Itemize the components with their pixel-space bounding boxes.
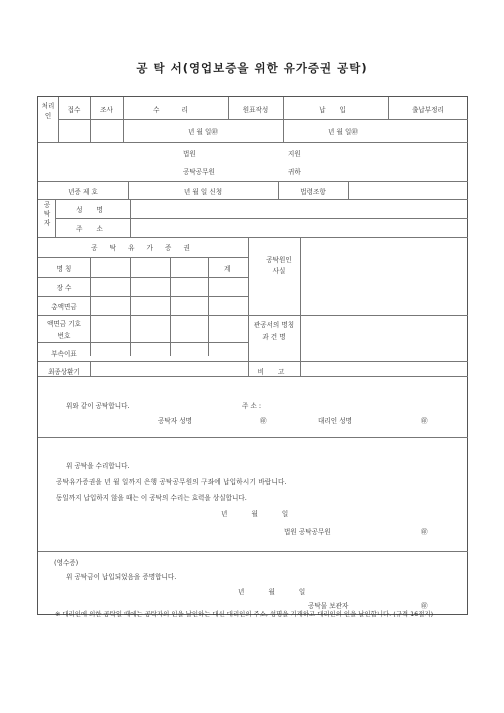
- divider: [55, 218, 468, 219]
- divider: [38, 551, 468, 552]
- row-coupon: 부속이표: [51, 350, 77, 358]
- government-office: 관공서의 명칭과 건 명: [253, 321, 295, 341]
- receipt-seal: ㊞: [421, 602, 428, 610]
- divider: [300, 237, 301, 376]
- acceptance-seal: ㊞: [421, 528, 428, 536]
- receipt-date: 년 월 일: [238, 588, 306, 596]
- recipient-label: 귀하: [288, 168, 301, 176]
- divider: [38, 296, 248, 297]
- row-face-number: 액면금 기호번호: [47, 320, 81, 340]
- divider: [58, 119, 468, 120]
- declaration-seal: ㊞: [260, 417, 267, 425]
- divider: [38, 315, 468, 316]
- receipt-text: 위 공탁금이 납입되었음을 증명합니다.: [66, 573, 177, 581]
- receipt-label: (영수증): [54, 559, 79, 567]
- acceptance-date: 년 월 일: [221, 510, 289, 518]
- header-ledger: 출납부정리: [412, 106, 444, 114]
- date-seal-payment: 년 월 일㊞: [328, 128, 358, 136]
- branch-label: 지원: [288, 150, 301, 158]
- header-payment: 납 입: [319, 106, 352, 114]
- declaration-agent: 대리인 성명: [318, 417, 352, 425]
- divider: [90, 361, 91, 376]
- header-accept: 수 리: [153, 106, 198, 114]
- depositor-label: 공탁자: [43, 201, 51, 227]
- name-label: 성 명: [76, 206, 109, 214]
- footnote: ※ 대리인에 의한 공탁일 때에는 공탁자의 인을 날인하는 대신 대리인의 주소, 성명을 기재하고 대리인의 인을 날인합니다. (규격 16절지): [55, 610, 434, 618]
- officer-label: 공탁공무원: [183, 168, 215, 176]
- law-article: 법령조항: [300, 188, 326, 196]
- address-label: 주 소: [76, 225, 109, 233]
- form-title: 공 탁 서(영업보증을 위한 유가증권 공탁): [136, 61, 368, 75]
- declaration-agent-seal: ㊞: [421, 417, 428, 425]
- header-original: 원표작성: [242, 106, 269, 114]
- declaration-address: 주 소 :: [242, 402, 262, 410]
- declaration-text: 위와 같이 공탁합니다.: [66, 402, 130, 410]
- divider: [348, 181, 349, 199]
- total-label: 계: [224, 265, 231, 273]
- header-investigate: 조사: [100, 106, 113, 114]
- securities-header: 공 탁 유 가 증 권: [91, 244, 195, 252]
- divider: [38, 277, 248, 278]
- acceptance-line-1: 위 공탁을 수리합니다.: [66, 462, 130, 470]
- divider: [248, 237, 249, 376]
- divider: [38, 199, 468, 200]
- row-count: 장 수: [56, 284, 72, 292]
- remarks-label: 비 고: [257, 368, 291, 376]
- divider: [38, 181, 468, 182]
- declaration-depositor: 공탁자 성명: [158, 417, 192, 425]
- date-seal-accept: 년 월 일㊞: [188, 128, 218, 136]
- date-applied: 년 월 일 신청: [183, 188, 223, 196]
- acceptance-line-3: 동일까지 납입하지 않을 때는 이 공탁의 수리는 효력을 상실합니다.: [56, 494, 247, 502]
- deposit-reason: 공탁원인사실: [266, 256, 292, 275]
- deposit-form: [37, 96, 468, 615]
- divider: [248, 361, 468, 362]
- divider: [38, 257, 248, 258]
- acceptance-line-2: 공탁유가증권을 년 월 일까지 은행 공탁공무원의 구좌에 납입하시기 바랍니다.: [56, 478, 287, 486]
- year-number: 년증 제 호: [68, 188, 98, 196]
- divider: [38, 376, 468, 377]
- row-name: 명 칭: [56, 265, 72, 273]
- divider: [38, 342, 248, 343]
- header-receipt: 접수: [67, 106, 81, 114]
- divider: [38, 142, 468, 143]
- divider: [38, 361, 248, 362]
- divider: [38, 437, 468, 438]
- row-total-face: 총액면금: [51, 303, 77, 311]
- court-label: 법원: [183, 150, 196, 158]
- acceptance-officer: 법원 공탁공무원: [284, 528, 331, 536]
- row-final-redemption: 최종상환기: [48, 368, 80, 376]
- processing-label: 처리인: [41, 102, 55, 120]
- receipt-keeper: 공탁물 보관자: [308, 602, 349, 610]
- divider: [38, 237, 468, 238]
